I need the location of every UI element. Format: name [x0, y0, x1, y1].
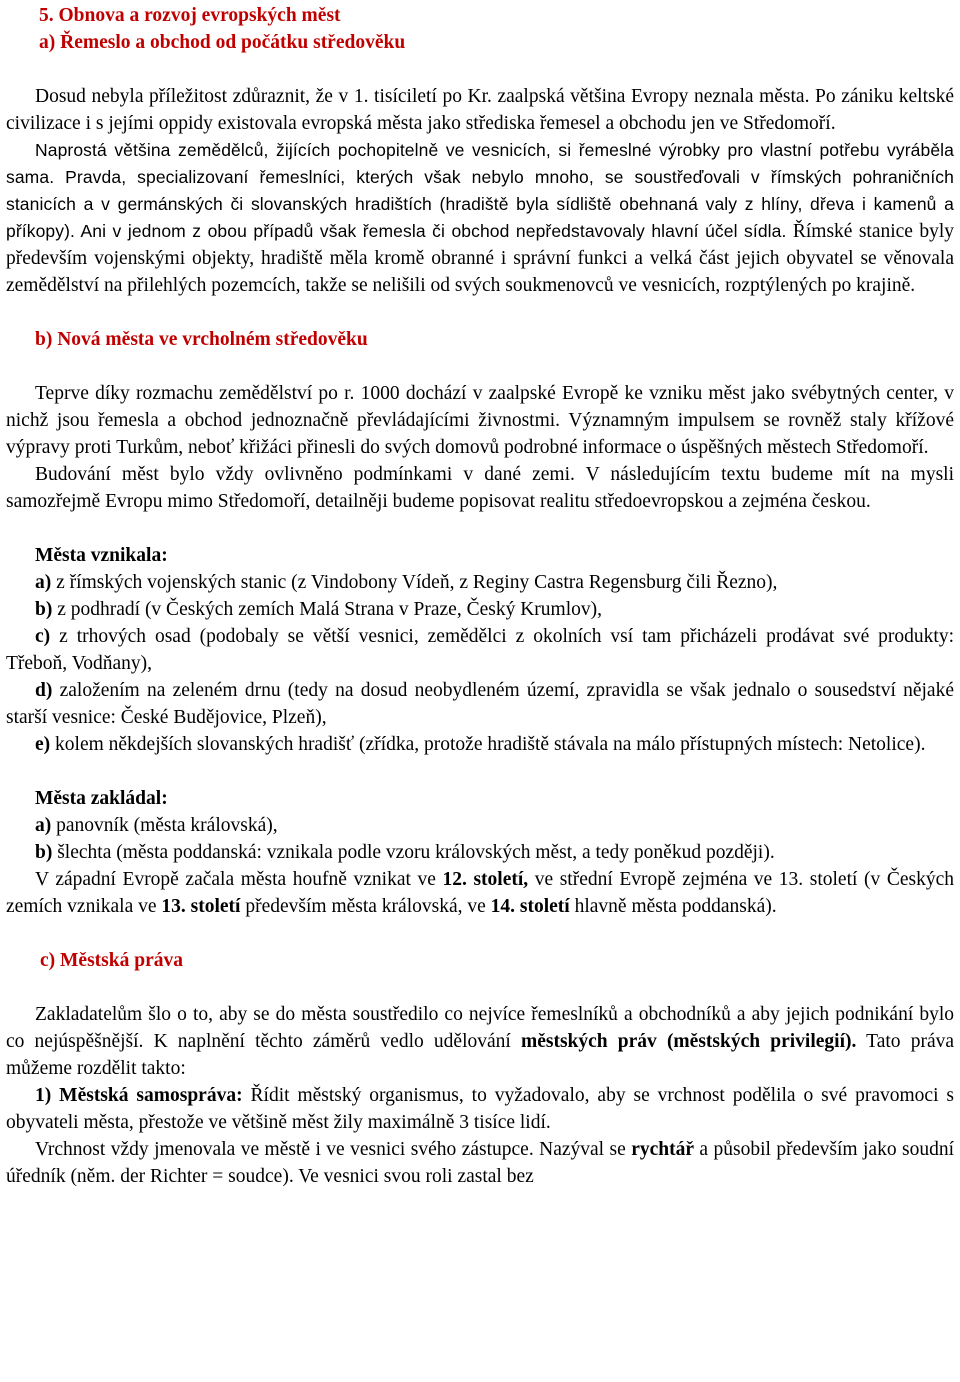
text-run: a působil především jako soudní úředník (něm. der Richter = soudce). Ve vesnici svou roli zastal bez: [6, 1139, 955, 1187]
vznikala-label: Města vznikala:: [35, 545, 168, 566]
section-a-heading: a) Řemeslo a obchod od počátku středověku: [39, 32, 406, 53]
section-a-paragraph-2: [6, 137, 954, 299]
text-run: Vrchnost vždy jmenovala ve městě i ve vesnici svého zástupce. Nazýval se: [35, 1139, 632, 1160]
section-b-paragraph-1: Teprve díky rozmachu zemědělství po r. 1000 dochází v zaalpské Evropě ke vzniku měst jako svébytných center, v nichž jsou řemesla a obchod jednoznačně převládajícími živnostmi. Významným impulsem se rovněž staly křížové výpravy proti Turkům, neboť křižáci přinesli do svých domovů podrobné informace o úspěšných městech Středomoří.: [6, 383, 954, 458]
text-run: Tato práva můžeme rozdělit takto:: [6, 1031, 955, 1079]
section-c-paragraph-3: [6, 1136, 954, 1190]
item-marker: a): [35, 815, 52, 836]
text-run: ve střední Evropě zejména ve 13. století (v Českých zemích vznikala ve: [6, 869, 954, 917]
vznikala-item: [6, 731, 954, 758]
item-marker: a): [35, 572, 52, 593]
bold-run: 12. století,: [442, 869, 529, 890]
item-text: založením na zeleném drnu (tedy na dosud neobydleném území, zpravidla se však jednalo o sousedství nějaké starší vesnice: České Budějovice, Plzeň),: [6, 680, 954, 728]
section-a-paragraph-2-serif: Římské stanice byly především vojenskými objekty, hradiště měla kromě obranné i správní funkci a velká část jejich obyvatel se věnovala zemědělství na přilehlých pozemcích, takže se nelišili od svých soukmenovců ve vesnicích, rozptýlených po krajině.: [6, 221, 954, 296]
section-b-paragraph-2: Budování měst bylo vždy ovlivněno podmínkami v dané zemi. V následujícím textu budeme mít na mysli samozřejmě Evropu mimo Středomoří, detailněji budeme popisovat realitu středoevropskou a zejména českou.: [6, 464, 954, 512]
item-text: z římských vojenských stanic (z Vindobony Vídeň, z Reginy Castra Regensburg čili Řezno),: [51, 572, 778, 593]
text-run: Řídit městský organismus, to vyžadovalo, aby se vrchnost podělila o své pravomoci s obyvateli města, přestože ve většině měst žily maximálně 3 tisíce lidí.: [6, 1085, 954, 1133]
text-run: V západní Evropě začala města houfně vznikat ve: [35, 869, 443, 890]
item-marker: d): [35, 680, 53, 701]
vznikala-item: [6, 623, 954, 677]
item-marker: b): [35, 599, 53, 620]
spacer: [6, 515, 954, 542]
section-a-paragraph-2-sans: Naprostá většina zemědělců, žijících pochopitelně ve vesnicích, si řemeslné výrobky pro vlastní potřebu vyráběla sama. Pravda, specializovaní řemeslníci, kterých však nebylo mnoho, se soustřeďovali v římských pohraničních stanicích a v germánských či slovanských hradištích (hradiště byla sídliště obehnaná valy z hlíny, dřeva i kamenů a příkopy). Ani v jednom z obou případů však řemesla či obchod nepředstavovaly hlavní účel sídla.: [6, 140, 954, 241]
zakladal-item: [6, 839, 954, 866]
spacer: [6, 758, 954, 785]
section-c-paragraph-1: [6, 1001, 954, 1082]
section-c-heading: c) Městská práva: [40, 950, 183, 971]
item-marker: e): [35, 734, 51, 755]
section-c-paragraph-2: [6, 1082, 954, 1136]
item-marker: b): [35, 842, 53, 863]
item-text: panovník (města královská),: [51, 815, 278, 836]
item-text: kolem někdejších slovanských hradišť (zřídka, protože hradiště stávala na málo přístupných místech: Netolice).: [50, 734, 926, 755]
section-a-paragraph-1: Dosud nebyla příležitost zdůraznit, že v 1. tisíciletí po Kr. zaalpská většina Evropy neznala města. Po zániku keltské civilizace i s jejími oppidy existovala evropská města jako střediska řemesel a obchodu jen ve Středomoří.: [6, 86, 954, 134]
bold-run: 1) Městská samospráva:: [35, 1085, 243, 1106]
section-b-heading: b) Nová města ve vrcholném středověku: [35, 329, 368, 350]
bold-run: rychtář: [631, 1139, 694, 1160]
bold-run: 13. století: [161, 896, 241, 917]
item-text: z podhradí (v Českých zemích Malá Strana v Praze, Český Krumlov),: [52, 599, 602, 620]
chapter-title: 5. Obnova a rozvoj evropských měst: [39, 5, 341, 26]
text-run: Zakladatelům šlo o to, aby se do města soustředilo co nejvíce řemeslníků a obchodníků a aby jejich podnikání bylo co nejúspěšnější. K naplnění těchto záměrů vedlo udělování: [6, 1004, 954, 1052]
bold-run: městských práv (městských privilegií).: [520, 1031, 857, 1052]
vznikala-item: [6, 569, 954, 596]
vznikala-item: [6, 596, 954, 623]
section-b-paragraph-3: [6, 866, 954, 920]
item-marker: c): [35, 626, 51, 647]
text-run: hlavně města poddanská).: [569, 896, 777, 917]
text-run: především města královská, ve: [240, 896, 491, 917]
bold-run: 14. století: [490, 896, 570, 917]
zakladal-item: [6, 812, 954, 839]
zakladal-label: Města zakládal:: [35, 788, 168, 809]
vznikala-item: [6, 677, 954, 731]
item-text: z trhových osad (podobaly se větší vesnici, zemědělci z okolních vsí tam přicházeli prodávat své produkty: Třeboň, Vodňany),: [6, 626, 954, 674]
item-text: šlechta (města poddanská: vznikala podle vzoru královských měst, a tedy poněkud později).: [52, 842, 775, 863]
